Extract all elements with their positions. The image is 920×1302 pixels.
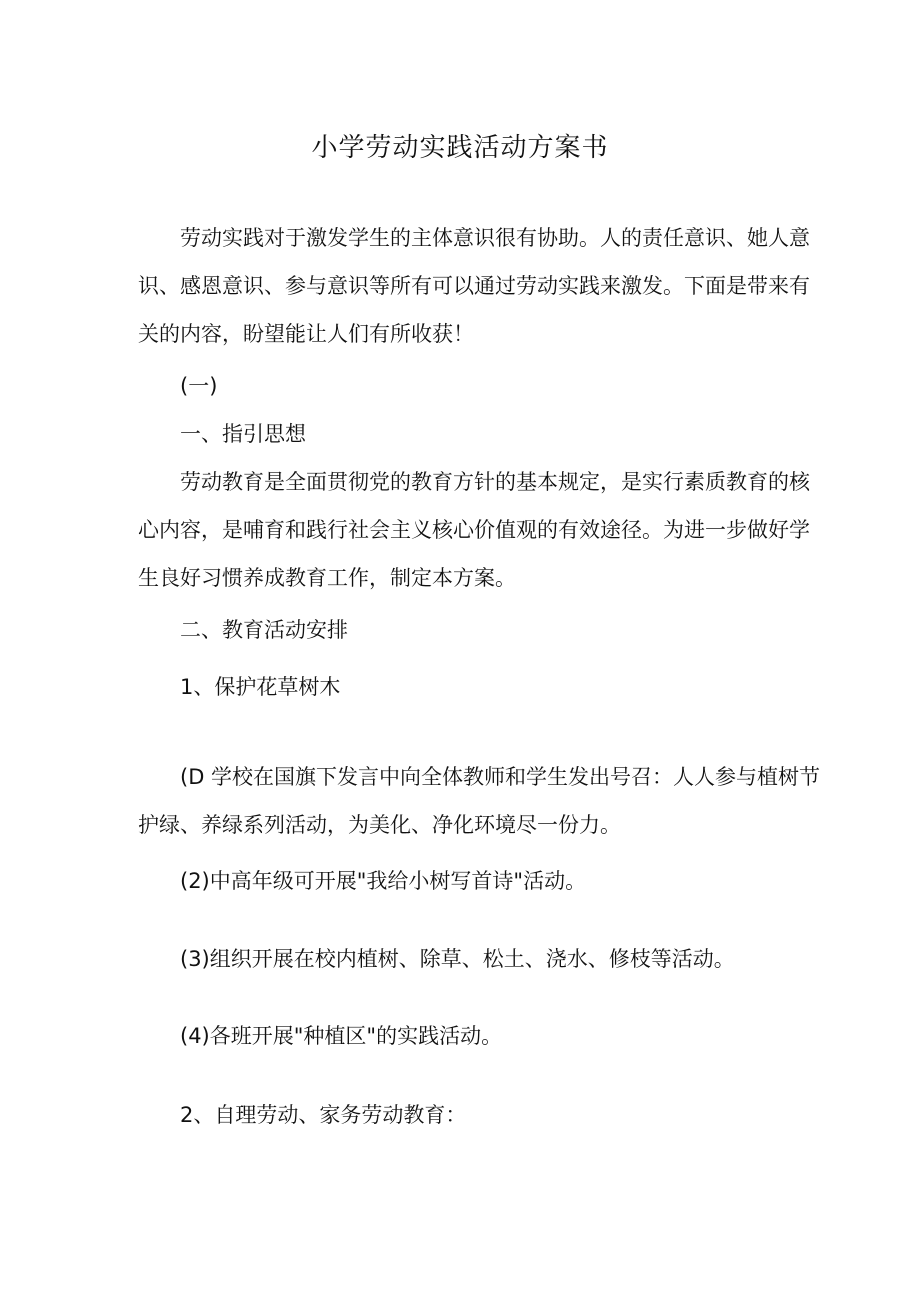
intro-line-2: 识、感恩意识、参与意识等所有可以通过劳动实践来激发。下面是带来有 (138, 274, 810, 298)
section-1-line-1: 劳动教育是全面贯彻党的教育方针的基本规定，是实行素质教育的核 (180, 470, 810, 494)
document-title: 小学劳动实践活动方案书 (311, 133, 609, 163)
part-marker (138, 370, 788, 402)
item-2-heading (138, 1099, 788, 1131)
section-1-heading (138, 418, 788, 450)
intro-paragraph (138, 214, 810, 358)
item-1-sub-1-line-2: 护绿、养绿系列活动，为美化、净化环境尽一份力。 (138, 813, 621, 837)
item-1-sub-4 (138, 1020, 788, 1052)
item-1-sub-4-text: (4)各班开展"种植区"的实践活动。 (180, 1024, 503, 1048)
item-1-sub-2-text: (2)中高年级可开展"我给小树写首诗"活动。 (180, 869, 587, 893)
part-marker-text: (一) (180, 374, 218, 398)
item-1-heading-text: 1、保护花草树木 (180, 675, 341, 699)
item-1-heading (138, 671, 788, 703)
section-1-line-2: 心内容，是哺育和践行社会主义核心价值观的有效途径。为进一步做好学 (138, 518, 810, 542)
section-1-heading-text: 一、指引思想 (180, 422, 306, 446)
item-1-sub-3 (138, 943, 788, 975)
section-2-heading-text: 二、教育活动安排 (180, 618, 348, 642)
intro-line-1: 劳动实践对于激发学生的主体意识很有协助。人的责任意识、她人意 (180, 226, 810, 250)
item-1-sub-1-line-1: (D 学校在国旗下发言中向全体教师和学生发出号召：人人参与植树节 (180, 765, 821, 789)
item-1-sub-1 (138, 753, 821, 849)
section-2-heading (138, 614, 788, 646)
section-1-paragraph (138, 458, 810, 602)
item-2-heading-text: 2、自理劳动、家务劳动教育： (180, 1103, 467, 1127)
section-1-line-3: 生良好习惯养成教育工作，制定本方案。 (138, 566, 516, 590)
item-1-sub-2 (138, 865, 788, 897)
intro-line-3: 关的内容，盼望能让人们有所收获！ (138, 322, 474, 346)
item-1-sub-3-text: (3)组织开展在校内植树、除草、松土、浇水、修枝等活动。 (180, 947, 735, 971)
